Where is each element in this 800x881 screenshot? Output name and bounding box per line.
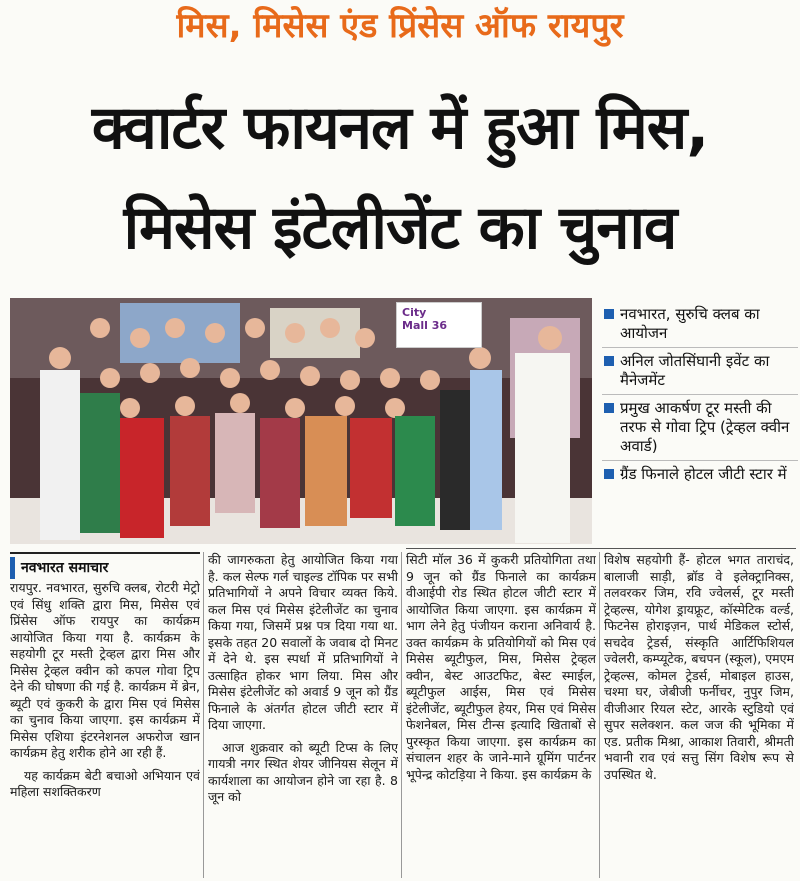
paragraph: की जागरुकता हेतु आयोजित किया गया है. कल सेल्फ गर्ल चाइल्ड टॉपिक पर सभी प्रतिभागियों ने अपने विचार व्यक्त किये. कल मिस एवं मिसेस इंटेलीजेंट का चुनाव किया गया, जिसमें प्रश्न पत्र दिया गया था. इसके तहत 20 सवालों के जवाब दो मिनट में देने थे. इस स्पर्धा में प्रतिभागियों ने उत्साहित होकर भाग लिया. मिस और मिसेस इंटेलीजेंट को अवार्ड 9 जून को ग्रैंड फिनाले के अंतर्गत होटल जीटी स्टार में दिया जाएगा. bbox=[208, 552, 398, 732]
group-photo-illustration bbox=[10, 298, 592, 544]
highlights-box bbox=[602, 305, 798, 492]
article-column-4 bbox=[604, 552, 794, 878]
paragraph: आज शुक्रवार को ब्यूटी टिप्स के लिए गायत्री नगर स्थित शेयर जीनियस सेलून में कार्यशाला का आयोजन होने जा रहा है. 8 जून को bbox=[208, 739, 398, 804]
headline bbox=[0, 78, 800, 278]
article-column-1 bbox=[10, 580, 200, 878]
column-divider bbox=[203, 552, 204, 878]
article-column-2 bbox=[208, 552, 398, 878]
headline-line-1: क्वार्टर फायनल में हुआ मिस, bbox=[91, 93, 709, 163]
highlight-item bbox=[602, 352, 798, 395]
column-top-rule bbox=[406, 548, 796, 549]
paragraph: विशेष सहयोगी हैं- होटल भगत ताराचंद, बालाजी साड़ी, ब्रॉड वे इलेक्ट्रानिक्स, तलवरकर जिम, रवि ज्वेलर्स, टूर मस्ती ट्रेव्हल्स, योगेश ड्रायफ्रूट, कॉस्मेटिक वर्ल्ड, फिटनेस होराइज़न, पार्थ मेडिकल स्टोर्स, सचदेव ट्रेडर्स, संस्कृति आर्टिफिशियल ज्वेलरी, कम्प्यूटेक, बचपन (स्कूल), एमएम ट्रेव्हल्स, कोमल ट्रेडर्स, मोबाइल हाउस, चश्मा घर, जेबीजी फर्नीचर, नुपुर जिम, वीजीआर रियल स्टेट, आरके स्टुडियो एवं सुपर सलेक्शन. कल जज की भूमिका में एड. प्रतीक मिश्रा, आकाश तिवारी, श्रीमती भवानी राव एवं सत्तु सिंग विशेष रूप से उपस्थित थे. bbox=[604, 552, 794, 782]
kicker-title: मिस, मिसेस एंड प्रिंसेस ऑफ रायपुर bbox=[176, 6, 624, 46]
paragraph: सिटी मॉल 36 में कुकरी प्रतियोगिता तथा 9 जून को ग्रैंड फिनाले का कार्यक्रम वीआईपी रोड स्थित होटल जीटी स्टार में आयोजित किया जाएगा. इस कार्यक्रम में भाग लेने हेतु पंजीयन कराना अनिवार्य है. उक्त कार्यक्रम के प्रतियोगियों को मिस एवं मिसेस ब्यूटीफुल, मिस, मिसेस ट्रेव्हल क्वीन, बेस्ट आउटफिट, बेस्ट स्माईल, ब्यूटीफुल आईस, मिस एवं मिसेस इंटेलीजेंट, ब्यूटीफुल हेयर, मिस एवं मिसेस फेशनेबल, मिस टीन्स इत्यादि खिताबों से पुरस्कृत किया जाएगा. इस कार्यक्रम का संचालन शहर के जाने-माने ग्रूमिंग पार्टनर भूपेन्द्र कोटड़िया ने किया. इस कार्यक्रम के bbox=[406, 552, 596, 782]
highlight-item bbox=[602, 465, 798, 488]
bullet-square-icon bbox=[604, 356, 614, 366]
highlight-item bbox=[602, 305, 798, 348]
highlight-text: ग्रैंड फिनाले होटल जीटी स्टार में bbox=[620, 465, 787, 483]
highlight-text: प्रमुख आकर्षण टूर मस्ती की तरफ से गोवा ट्रिप (ट्रेव्हल क्वीन अवार्ड) bbox=[620, 399, 790, 455]
bullet-square-icon bbox=[604, 403, 614, 413]
highlight-text: नवभारत, सुरुचि क्लब का आयोजन bbox=[620, 305, 760, 342]
bullet-square-icon bbox=[604, 309, 614, 319]
column-divider bbox=[599, 552, 600, 878]
column-divider bbox=[401, 552, 402, 878]
byline: नवभारत समाचार bbox=[10, 557, 200, 579]
byline-bar bbox=[10, 552, 200, 576]
highlight-text: अनिल जोतसिंघानी इवेंट का मैनेजमेंट bbox=[620, 352, 770, 389]
logo-line-1: City bbox=[402, 306, 427, 319]
headline-line-2: मिसेस इंटेलीजेंट का चुनाव bbox=[123, 193, 677, 263]
logo-line-2: Mall 36 bbox=[402, 319, 448, 332]
bullet-square-icon bbox=[604, 469, 614, 479]
city-mall-logo-text bbox=[402, 306, 447, 332]
paragraph: रायपुर. नवभारत, सुरुचि क्लब, रोटरी मेट्रो एवं सिंधु शक्ति द्वारा मिस, मिसेस एवं प्रिंसेस ऑफ रायपुर का कार्यक्रम आयोजित किया गया है. कार्यक्रम के सहयोगी टूर मस्ती ट्रेव्हल द्वारा मिस और मिसेस ट्रेव्हल क्वीन को कपल गोवा ट्रिप देने की घोषणा की गई है. कार्यक्रम में ब्रेन, ब्यूटी एवं कुकरी के द्वारा मिस एवं मिसेस का चुनाव किया जाएगा. इस कार्यक्रम में मिसेस एशिया इंटरनेशनल अफरोज खान कार्यक्रम हेतु शरीक होने आ रही हैं. bbox=[10, 580, 200, 760]
highlight-item bbox=[602, 399, 798, 461]
paragraph: यह कार्यक्रम बेटी बचाओ अभियान एवं महिला सशक्तिकरण bbox=[10, 767, 200, 799]
group-photo bbox=[10, 298, 592, 544]
article-column-3 bbox=[406, 552, 596, 878]
